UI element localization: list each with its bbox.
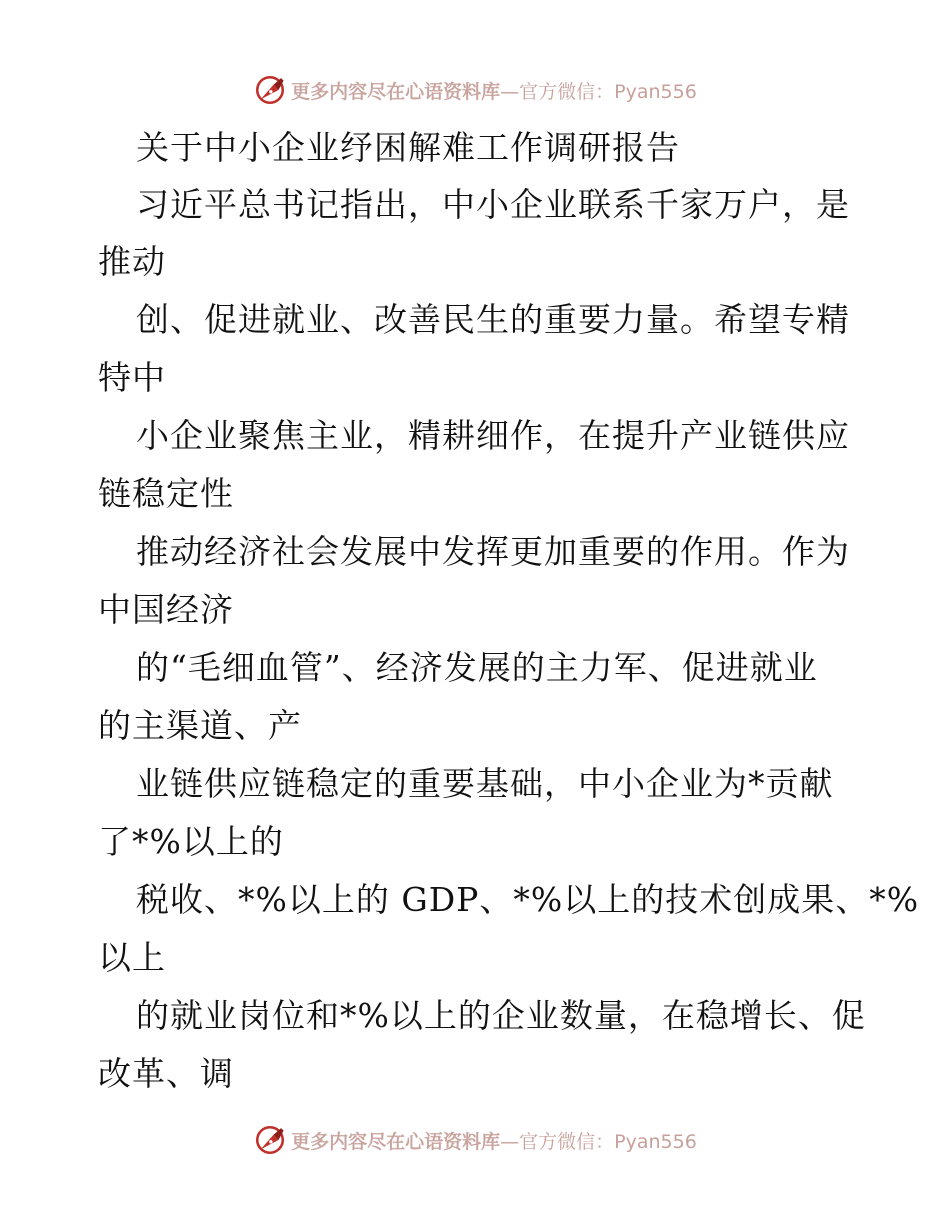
paragraph-line: 特中 xyxy=(98,358,166,397)
paragraph-line: 小企业聚焦主业，精耕细作，在提升产业链供应 xyxy=(136,416,850,455)
paragraph-line: 业链供应链稳定的重要基础，中小企业为*贡献 xyxy=(136,764,834,803)
header-watermark-banner xyxy=(0,70,950,110)
watermark-brand-text: 更多内容尽在心语资料库 xyxy=(291,1130,501,1153)
paragraph-line: 的就业岗位和*%以上的企业数量，在稳增长、促 xyxy=(136,996,866,1035)
paragraph-line: 推动经济社会发展中发挥更加重要的作用。作为 xyxy=(136,532,850,571)
pen-nib-logo-icon xyxy=(253,1123,287,1157)
watermark-contact-text: —官方微信：Pyan556 xyxy=(500,80,697,103)
watermark-brand-text: 更多内容尽在心语资料库 xyxy=(291,80,501,103)
paragraph-line: 的“毛细血管”、经济发展的主力军、促进就业 xyxy=(136,648,818,687)
paragraph-line: 的主渠道、产 xyxy=(98,706,302,745)
paragraph-line: 改革、调 xyxy=(98,1054,234,1093)
document-title: 关于中小企业纾困解难工作调研报告 xyxy=(136,128,680,167)
paragraph-line: 以上 xyxy=(98,938,166,977)
paragraph-line: 中国经济 xyxy=(98,590,234,629)
paragraph-line: 推动 xyxy=(98,242,166,281)
paragraph-line: 习近平总书记指出，中小企业联系千家万户，是 xyxy=(136,185,850,224)
paragraph-line: 创、促进就业、改善民生的重要力量。希望专精 xyxy=(136,300,850,339)
paragraph-line: 税收、*%以上的 GDP、*%以上的技术创成果、*% xyxy=(136,880,920,919)
watermark-contact-text: —官方微信：Pyan556 xyxy=(500,1130,697,1153)
paragraph-line: 链稳定性 xyxy=(98,474,234,513)
paragraph-line: 了*%以上的 xyxy=(98,822,284,861)
footer-watermark-banner xyxy=(0,1120,950,1160)
pen-nib-logo-icon xyxy=(253,73,287,107)
